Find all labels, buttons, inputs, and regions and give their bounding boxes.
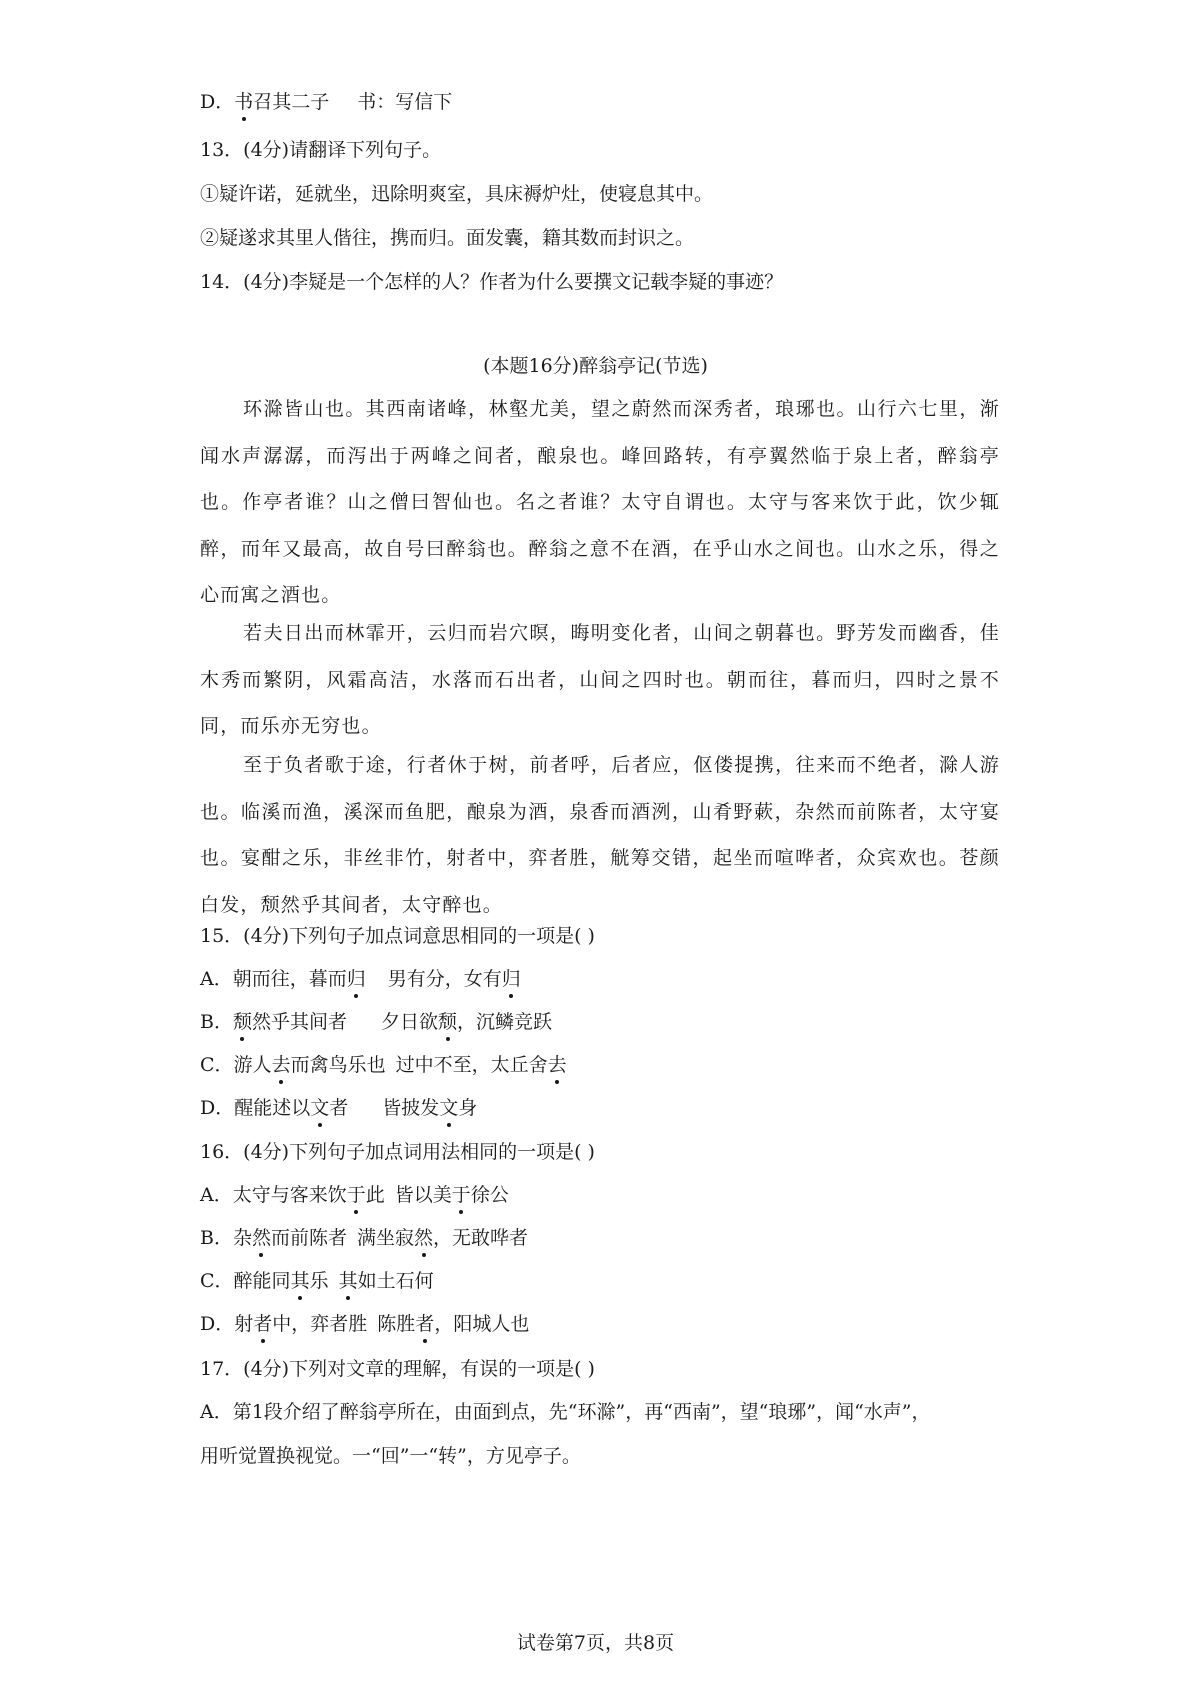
- q15-option-c: C．游人去而禽鸟乐也 过中不至，太丘舍去: [200, 1051, 567, 1079]
- dotted-word: 文: [310, 1094, 329, 1122]
- q13-sentence-2: ②疑遂求其里人偕往，携而归。面发囊，籍其数而封识之。: [200, 227, 695, 249]
- q16-option-c: C．醉能同其乐 其如土石何: [200, 1267, 434, 1295]
- page-footer: 试卷第7页，共8页: [516, 1632, 675, 1654]
- q16-option-d: D．射者中，弈者胜 陈胜者，阳城人也: [200, 1310, 529, 1338]
- passage-paragraph-1: 环滁皆山也。其西南诸峰，林壑尤美，望之蔚然而深秀者，琅琊也。山行六七里，渐闻水声潺潺，而泻出于两峰之间者，酿泉也。峰回路转，有亭翼然临于泉上者，醉翁亭也。作亭者谁？山之僧曰智仙也。名之者谁？太守自谓也。太守与客来饮于此，饮少辄醉，而年又最高，故自号曰醉翁也。醉翁之意不在酒，在乎山水之间也。山水之乐，得之心而寓之酒也。: [200, 398, 1000, 606]
- option-label: C．: [200, 1054, 234, 1076]
- dotted-word: 归: [502, 965, 521, 993]
- q15-option-b: B．颓然乎其间者 夕日欲颓，沉鳞竞跃: [200, 1008, 552, 1036]
- passage-paragraph-2: 若夫日出而林霏开，云归而岩穴暝，晦明变化者，山间之朝暮也。野芳发而幽香，佳木秀而繁阴，风霜高洁，水落而石出者，山间之四时也。朝而往，暮而归，四时之景不同，而乐亦无穷也。: [200, 622, 1000, 737]
- option-label: B．: [200, 1227, 233, 1249]
- q13-sentence-1: ①疑许诺，延就坐，迅除明爽室，具床褥炉灶，使寝息其中。: [200, 183, 714, 205]
- dotted-word: 者: [415, 1310, 434, 1338]
- dotted-word: 文: [439, 1094, 458, 1122]
- q16-stem: 16．(4分)下列句子加点词用法相同的一项是( ): [200, 1141, 595, 1163]
- option-label: A．: [200, 968, 233, 990]
- dotted-word: 去: [548, 1051, 567, 1079]
- q15-option-d: D．醒能述以文者 皆披发文身: [200, 1094, 477, 1122]
- option-label: D．: [200, 91, 235, 113]
- dotted-word: 去: [272, 1051, 291, 1079]
- dotted-word: 然: [252, 1224, 271, 1252]
- q13-stem: 13．(4分)请翻译下列句子。: [200, 139, 442, 161]
- q15-option-a: A．朝而往，暮而归 男有分，女有归: [200, 965, 521, 993]
- dotted-word: 书: [234, 88, 253, 116]
- passage-paragraph-3: 至于负者歌于途，行者休于树，前者呼，后者应，伛偻提携，往来而不绝者，滁人游也。临溪而渔，溪深而鱼肥，酿泉为酒，泉香而酒洌，山肴野蔌，杂然而前陈者，太守宴也。宴酣之乐，非丝非竹，射者中，弈者胜，觥筹交错，起坐而喧哗者，众宾欢也。苍颜白发，颓然乎其间者，太守醉也。: [200, 754, 1000, 916]
- dotted-word: 颓: [233, 1008, 252, 1036]
- q15-stem: 15．(4分)下列句子加点词意思相同的一项是( ): [200, 925, 595, 947]
- dotted-word: 于: [347, 1181, 366, 1209]
- word-gloss: 书：写信下: [357, 91, 453, 113]
- dotted-word: 然: [414, 1224, 433, 1252]
- dotted-word: 其: [339, 1267, 358, 1295]
- passage-title: (本题16分)醉翁亭记(节选): [483, 355, 708, 377]
- option-label: D．: [200, 1097, 235, 1119]
- q12-option-d: D．书召其二子 书：写信下: [200, 88, 452, 116]
- q16-option-b: B．杂然而前陈者 满坐寂然，无敢哗者: [200, 1224, 528, 1252]
- q17-stem: 17．(4分)下列对文章的理解，有误的一项是( ): [200, 1358, 595, 1380]
- dotted-word: 者: [253, 1310, 272, 1338]
- option-label: B．: [200, 1011, 233, 1033]
- option-label: A．: [200, 1184, 233, 1206]
- option-label: C．: [200, 1270, 234, 1292]
- dotted-word: 颓: [438, 1008, 457, 1036]
- dotted-word: 于: [452, 1181, 471, 1209]
- q17-option-a-line-2: 用听觉置换视觉。一“回”一“转”，方见亭子。: [200, 1445, 581, 1467]
- dotted-word: 归: [347, 965, 366, 993]
- q14-stem: 14．(4分)李疑是一个怎样的人？作者为什么要撰文记载李疑的事迹？: [200, 271, 784, 293]
- dotted-word: 其: [291, 1267, 310, 1295]
- option-label: D．: [200, 1313, 235, 1335]
- q16-option-a: A．太守与客来饮于此 皆以美于徐公: [200, 1181, 509, 1209]
- q17-option-a-line-1: A．第1段介绍了醉翁亭所在，由面到点，先“环滁”，再“西南”，望“琅琊”，闻“水声”，: [200, 1401, 931, 1423]
